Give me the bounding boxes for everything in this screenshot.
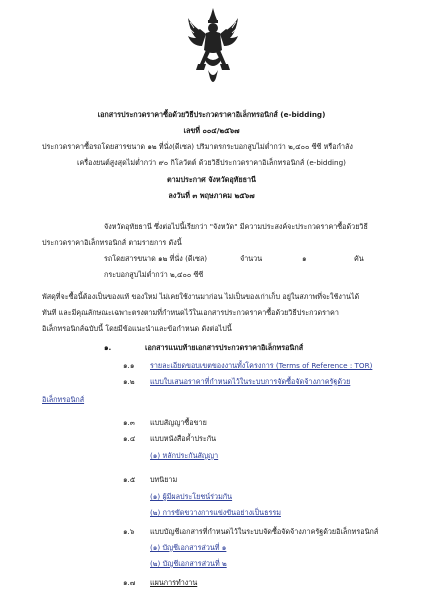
item-unit: คัน [354,254,364,263]
bid-form-link[interactable]: แบบใบเสนอราคาที่กำหนดไว้ในระบบการจัดซื้อจัดจ้างภาครัฐด้วย [150,377,351,386]
section-item-text: แบบหนังสือค้ำประกัน [150,434,217,443]
section-item-number: ๑.๓ [123,418,135,427]
document-list-part1-link[interactable]: (๑) บัญชีเอกสารส่วนที่ ๑ [150,543,227,552]
intro-line2: ประกวดราคาอิเล็กทรอนิกส์ ตามรายการ ดังนี้ [42,238,182,247]
section-item-text: แบบบัญชีเอกสารที่กำหนดไว้ในระบบจัดซื้อจัดจ้างภาครัฐด้วยอิเล็กทรอนิกส์ [150,527,379,536]
item-qty-label: จำนวน [240,254,263,263]
item-qty: ๑ [302,254,307,263]
section-item-number: ๑.๕ [123,475,136,484]
section-item-text: บทนิยาม [150,475,178,484]
section-item-number: ๑.๖ [123,527,135,536]
work-plan-link[interactable]: แผนการทำงาน [150,578,198,587]
purchase-description-line2: เครื่องยนต์สูงสุดไม่ต่ำกว่า ๙๐ กิโลวัตต์ ด้วยวิธีประกวดราคาอิเล็กทรอนิกส์ (e-bidding) [77,158,346,167]
contract-guarantee-link[interactable]: (๑) หลักประกันสัญญา [150,451,219,460]
bid-form-link-cont[interactable]: อิเล็กทรอนิกส์ [42,395,85,404]
purchase-description-line1: ประกวดราคาซื้อรถโดยสารขนาด ๑๒ ที่นั่ง(ดีเซล) ปริมาตรกระบอกสูบไม่ต่ำกว่า ๒,๔๐๐ ซีซี หรือกำลัง [42,142,353,151]
tor-link[interactable]: รายละเอียดขอบเขตของงานทั้งโครงการ (Terms of Reference : TOR) [150,361,373,370]
para2-line2: ทันที และมีคุณลักษณะเฉพาะตรงตามที่กำหนดไว้ในเอกสารประกวดราคาซื้อด้วยวิธีประกวดราคา [42,308,339,317]
para2-line3: อิเล็กทรอนิกส์ฉบับนี้ โดยมีข้อแนะนำและข้อกำหนด ดังต่อไปนี้ [42,324,232,333]
announcer: ตามประกาศ จังหวัดอุทัยธานี [167,175,256,184]
item-name: รถโดยสารขนาด ๑๒ ที่นั่ง (ดีเซล) [104,254,208,263]
document-number: เลขที่ ๐๐๔/๒๕๖๗ [183,126,240,135]
section-item-number: ๑.๒ [123,377,135,386]
section-item-number: ๑.๑ [123,361,135,370]
document-list-part2-link[interactable]: (๒) บัญชีเอกสารส่วนที่ ๒ [150,559,227,568]
joint-interest-link[interactable]: (๑) ผู้มีผลประโยชน์ร่วมกัน [150,492,233,501]
section1-number: ๑. [104,343,112,352]
item-spec: กระบอกสูบไม่ต่ำกว่า ๒,๔๐๐ ซีซี [104,270,204,279]
section-item-text: แบบสัญญาซื้อขาย [150,418,207,427]
section-item-number: ๑.๗ [123,578,136,587]
intro-line1: จังหวัดอุทัยธานี ซึ่งต่อไปนี้เรียกว่า "จังหวัด" มีความประสงค์จะประกวดราคาซื้อด้วยวิธี [104,222,368,231]
section-item-number: ๑.๔ [123,434,136,443]
garuda-emblem-icon [186,6,240,92]
document-title: เอกสารประกวดราคาซื้อด้วยวิธีประกวดราคาอิเล็กทรอนิกส์ (e-bidding) [97,110,326,119]
para2-line1: พัสดุที่จะซื้อนี้ต้องเป็นของแท้ ของใหม่ ไม่เคยใช้งานมาก่อน ไม่เป็นของเก่าเก็บ อยู่ในสภาพที่จะใช้งานได้ [42,292,360,301]
document-date: ลงวันที่ ๓ พฤษภาคม ๒๕๖๗ [168,191,255,200]
section1-title: เอกสารแนบท้ายเอกสารประกวดราคาอิเล็กทรอนิกส์ [145,343,304,352]
fair-competition-link[interactable]: (๒) การขัดขวางการแข่งขันอย่างเป็นธรรม [150,508,281,517]
